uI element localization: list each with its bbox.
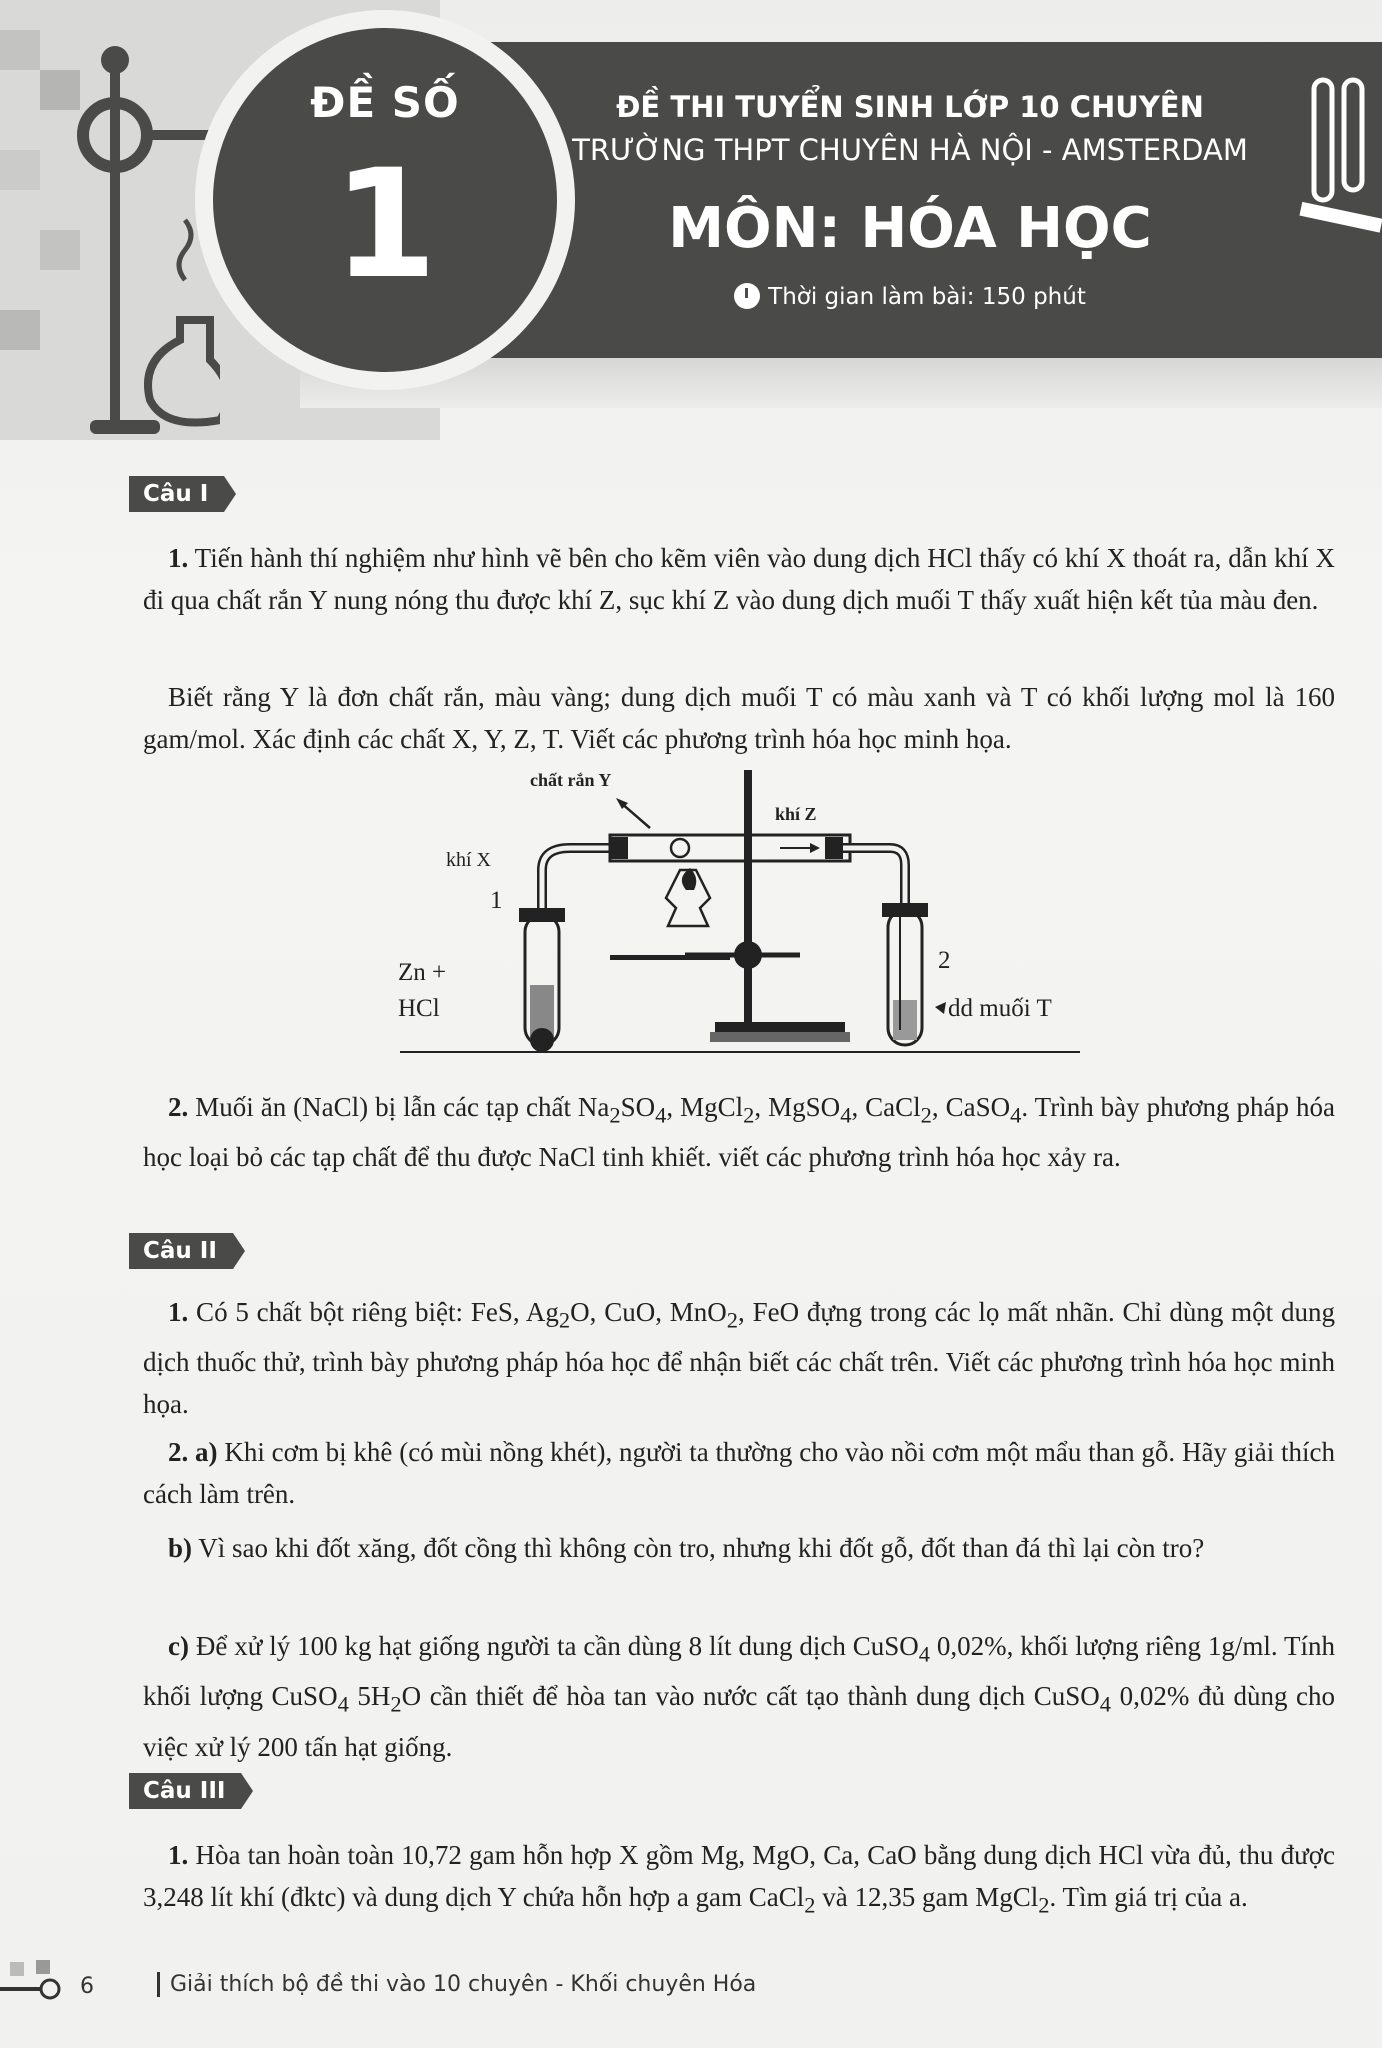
subscript: 2 [804,1892,816,1918]
page-number: 6 [80,1974,94,1999]
subscript: 2 [390,1691,402,1717]
question-2-1 [143,1291,1335,1425]
question-1-1 [143,537,1335,621]
exam-label: ĐỀ SỐ [310,78,460,127]
question-number: 2. a) [168,1437,218,1467]
text: , CaSO [931,1092,1011,1122]
diagram-label-1: 1 [490,887,503,914]
text: , MgSO [754,1092,841,1122]
section-badge-cau-2: Câu II [129,1233,233,1269]
question-number: 2. [168,1092,189,1122]
question-1-2 [143,1086,1335,1178]
question-text: Khi cơm bị khê (có mùi nồng khét), người ta thường cho vào nồi cơm một mẩu than gỗ. Hãy giải thích cách làm trên. [143,1437,1335,1509]
subscript: 4 [655,1102,667,1128]
question-2-2b [143,1527,1335,1569]
experiment-diagram [380,760,1100,1060]
diagram-label-salt: dd muối T [948,995,1052,1022]
subscript: 4 [918,1641,930,1667]
text: 0,02% đủ dùng cho việc xử lý 200 tấn hạt giống. [143,1681,1335,1762]
diagram-label-hcl: HCl [398,995,440,1022]
text: , CaCl [851,1092,921,1122]
subscript: 2 [726,1307,739,1333]
exam-duration [560,283,1260,310]
subscript: 2 [920,1102,932,1128]
text: 5H [348,1681,391,1712]
text: 0,02%, khối lượng riêng 1g/ml. Tính khối lượng CuSO [143,1631,1335,1712]
text: Hòa tan hoàn toàn 10,72 gam hỗn hợp X gồm Mg, MgO, Ca, CaO bằng dung dịch HCl vừa đủ, thu được 3,248 lít khí (đktc) và dung dịch Y chứa hỗn hợp a gam CaCl [143,1840,1335,1912]
subscript: 4 [1010,1102,1022,1128]
text: . Tìm giá trị của a. [1049,1882,1248,1912]
exam-title-line1: ĐỀ THI TUYỂN SINH LỚP 10 CHUYÊN [616,90,1204,124]
subscript: 4 [1099,1691,1111,1717]
diagram-label-2: 2 [938,947,951,974]
lab-stand-icon [70,40,220,450]
diagram-label-gas-x: khí X [446,849,491,871]
text: Để xử lý 100 kg hạt giống người ta cần dùng 8 lít dung dịch CuSO [188,1631,919,1661]
question-2-2a [143,1431,1335,1515]
subscript: 2 [743,1102,755,1128]
text: O cần thiết để hòa tan vào nước cất tạo thành dung dịch CuSO [401,1681,1100,1712]
text: , FeO đựng trong các lọ mất nhãn. Chỉ dùng một dung dịch thuốc thử, trình bày phương pháp hóa học để nhận biết các chất trên. Viết các phương trình hóa học minh họa. [143,1297,1335,1420]
subject-title: MÔN: HÓA HỌC [668,196,1152,261]
question-1-1-continued: Biết rằng Y là đơn chất rắn, màu vàng; dung dịch muối T có màu xanh và T có khối lượng mol là 160 gam/mol. Xác định các chất X, Y, Z, T. Viết các phương trình hóa học minh họa. [143,682,1335,754]
diagram-label-solid-y: chất rắn Y [530,770,612,790]
text: , MgCl [666,1092,744,1122]
diagram-label-gas-z: khí Z [775,804,817,824]
subscript: 2 [558,1307,571,1333]
question-number: 1. [168,543,189,573]
section-badge-cau-3: Câu III [129,1773,241,1809]
subscript: 4 [840,1102,852,1128]
question-3-1 [143,1834,1335,1926]
question-number: b) [168,1533,193,1563]
test-tubes-icon [1290,70,1382,310]
text: Có 5 chất bột riêng biệt: FeS, Ag [188,1297,559,1327]
text: SO [620,1092,656,1122]
question-2-2c [143,1625,1335,1768]
question-number: 1. [168,1297,189,1327]
exam-duration-text: Thời gian làm bài: 150 phút [768,284,1086,310]
exam-title-line2: TRƯỜNG THPT CHUYÊN HÀ NỘI - AMSTERDAM [572,133,1248,167]
question-number: c) [168,1631,189,1661]
stopwatch-icon [734,283,760,309]
text: Muối ăn (NaCl) bị lẫn các tạp chất Na [188,1092,610,1122]
exam-number: 1 [332,138,438,312]
subscript: 2 [609,1102,621,1128]
footer-title: Giải thích bộ đề thi vào 10 chuyên - Khối chuyên Hóa [157,1972,756,1997]
section-badge-cau-1: Câu I [129,476,224,512]
question-text: Vì sao khi đốt xăng, đốt cồng thì không còn tro, nhưng khi đốt gỗ, đốt than đá thì lại còn tro? [192,1533,1205,1563]
text: và 12,35 gam MgCl [815,1882,1039,1912]
text: . Trình bày phương pháp hóa học loại bỏ các tạp chất để thu được NaCl tinh khiết. viết các phương trình hóa học xảy ra. [143,1092,1335,1173]
question-number: 1. [168,1840,189,1870]
diagram-label-zn: Zn + [398,959,447,986]
text: O, CuO, MnO [570,1297,727,1327]
subscript: 4 [337,1691,349,1717]
question-text: Tiến hành thí nghiệm như hình vẽ bên cho kẽm viên vào dung dịch HCl thấy có khí X thoát ra, dẫn khí X đi qua chất rắn Y nung nóng thu được khí Z, sục khí Z vào dung dịch muối T thấy xuất hiện kết tủa màu đen. [143,543,1335,615]
subscript: 2 [1038,1892,1050,1918]
